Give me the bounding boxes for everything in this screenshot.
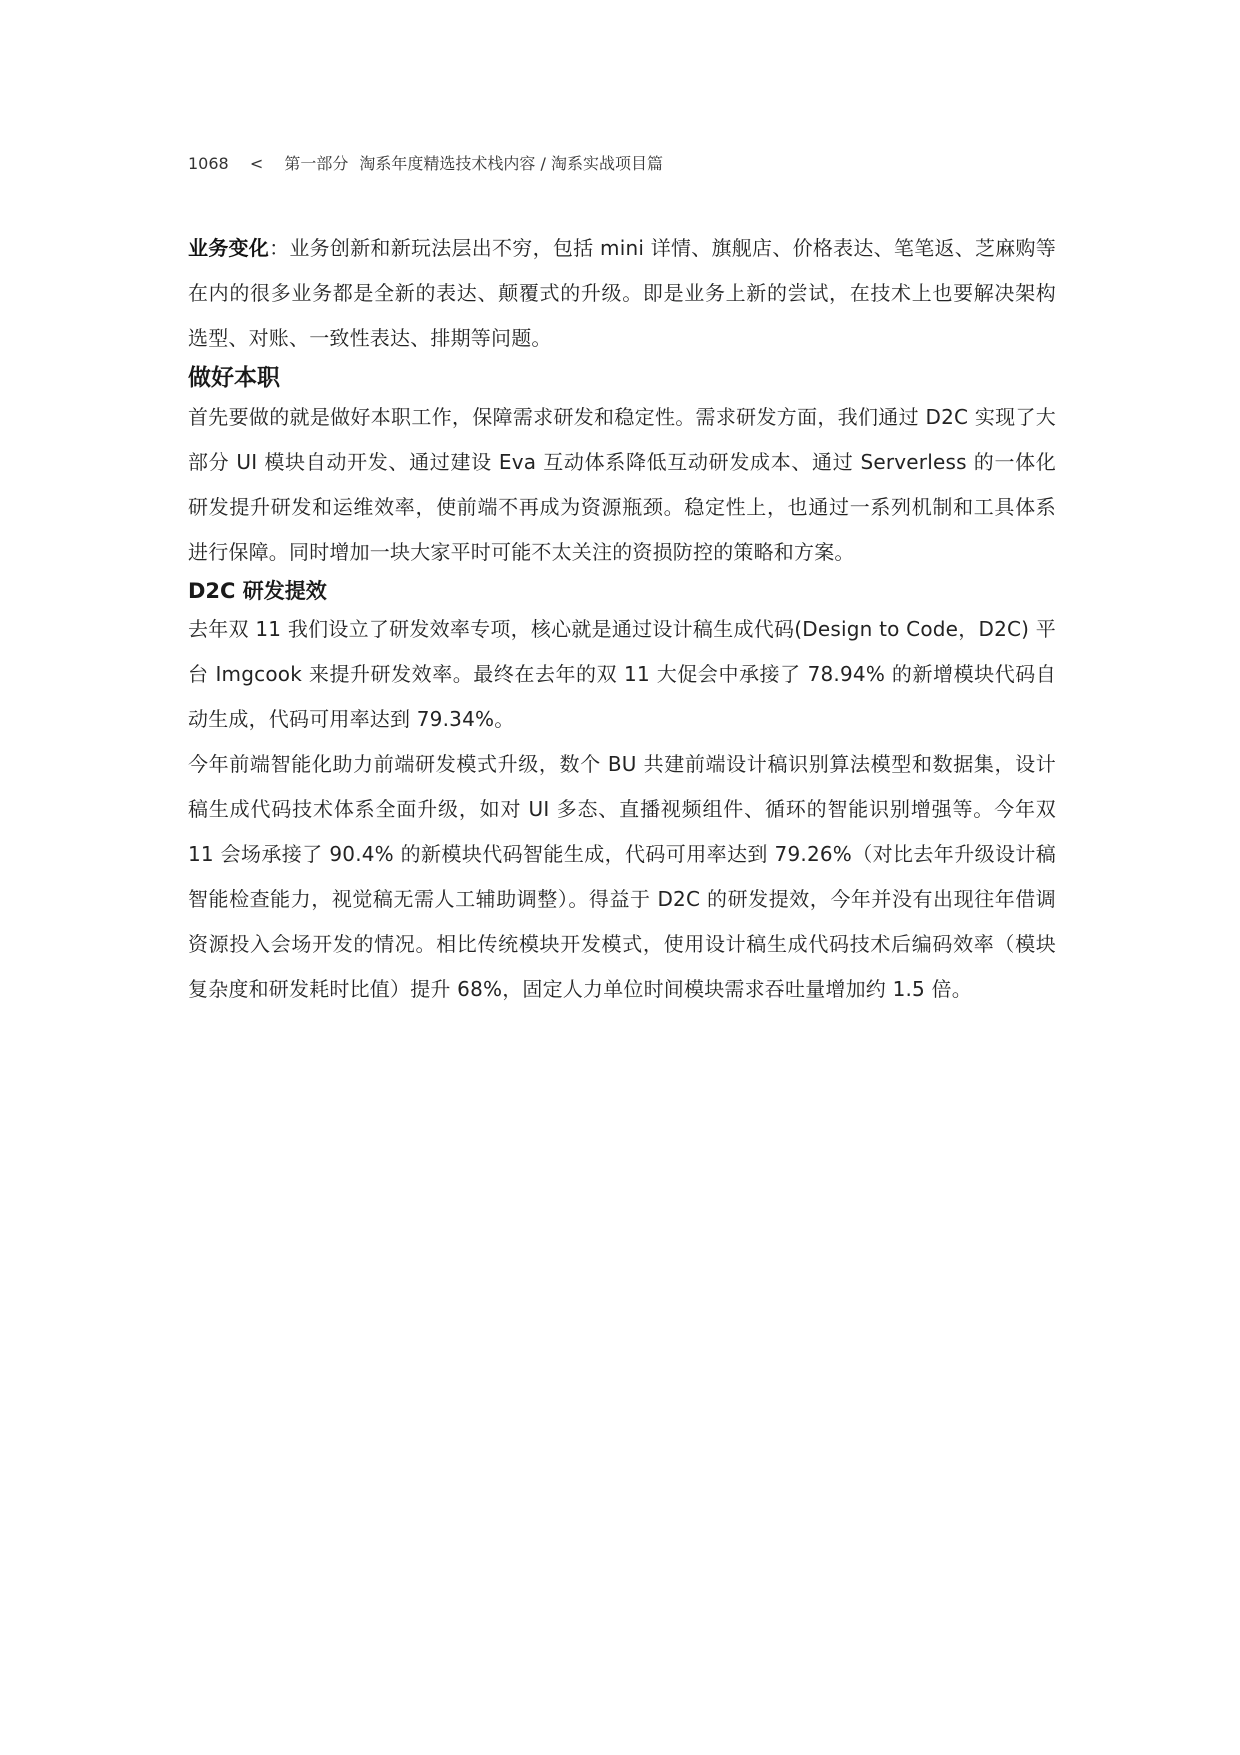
lead-colon: ： xyxy=(269,236,290,260)
section-heading: 做好本职 xyxy=(188,365,280,391)
paragraph-text: 业务创新和新玩法层出不穷，包括 mini 详情、旗舰店、价格表达、笔笔返、芝麻购等在内的很多业务都是全新的表达、颠覆式的升级。即是业务上新的尝试，在技术上也要解决架构选型、对账、一致性表达、排期等问题。 xyxy=(188,236,1057,350)
paragraph-d2c-last-year: 去年双 11 我们设立了研发效率专项，核心就是通过设计稿生成代码(Design to Code，D2C) 平台 Imgcook 来提升研发效率。最终在去年的双 11 大促会中承接了 78.94% 的新增模块代码自动生成，代码可用率达到 79.34%。 xyxy=(188,617,1056,731)
paragraph-business-change xyxy=(188,226,1056,361)
page-number: 1068 xyxy=(188,154,229,173)
header-section-path: 淘系年度精选技术栈内容 / 淘系实战项目篇 xyxy=(359,154,663,173)
subsection-heading: D2C 研发提效 xyxy=(188,579,327,603)
lead-term: 业务变化 xyxy=(188,236,270,260)
header-part: 第一部分 xyxy=(284,154,349,173)
paragraph-d2c-this-year: 今年前端智能化助力前端研发模式升级，数个 BU 共建前端设计稿识别算法模型和数据集，设计稿生成代码技术体系全面升级，如对 UI 多态、直播视频组件、循环的智能识别增强等。今年双 11 会场承接了 90.4% 的新模块代码智能生成，代码可用率达到 79.26%（对比去年升级设计稿智能检查能力，视觉稿无需人工辅助调整）。得益于 D2C 的研发提效，今年并没有出现往年借调资源投入会场开发的情况。相比传统模块开发模式，使用设计稿生成代码技术后编码效率（模块复杂度和研发耗时比值）提升 68%，固定人力单位时间模块需求吞吐量增加约 1.5 倍。 xyxy=(188,752,1056,1001)
header-separator: < xyxy=(249,154,264,173)
running-header xyxy=(188,152,663,176)
paragraph-do-job-well: 首先要做的就是做好本职工作，保障需求研发和稳定性。需求研发方面，我们通过 D2C 实现了大部分 UI 模块自动开发、通过建设 Eva 互动体系降低互动研发成本、通过 Serverless 的一体化研发提升研发和运维效率，使前端不再成为资源瓶颈。稳定性上，也通过一系列机制和工具体系进行保障。同时增加一块大家平时可能不太关注的资损防控的策略和方案。 xyxy=(188,405,1056,564)
main-content xyxy=(188,226,1056,1012)
